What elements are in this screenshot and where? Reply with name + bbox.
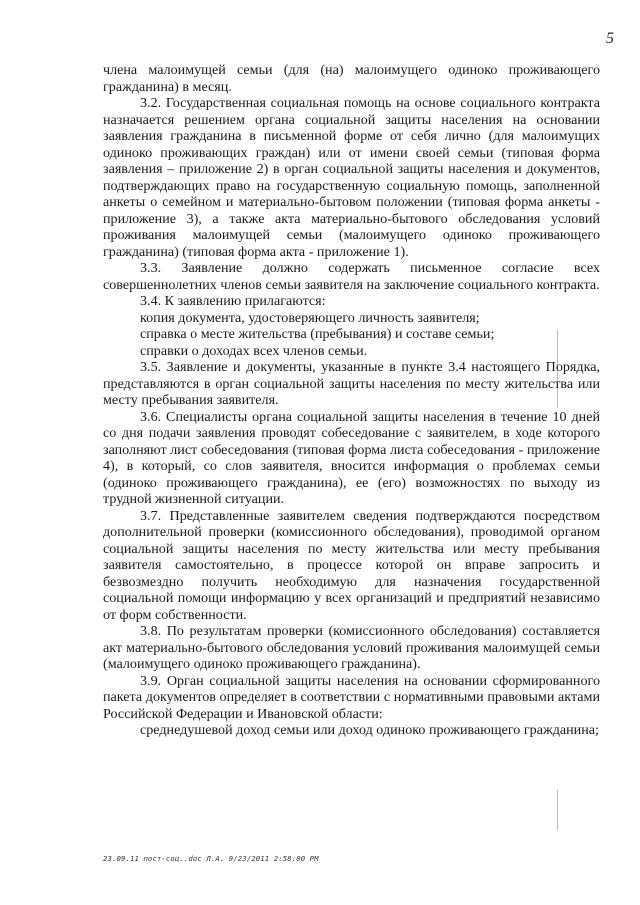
- page-number: 5: [606, 30, 614, 47]
- scan-mark: [557, 790, 558, 830]
- paragraph-continuation: члена малоимущей семьи (для (на) малоимущего одиноко проживающего гражданина) в месяц.: [103, 62, 600, 95]
- paragraph-3-6: 3.6. Специалисты органа социальной защиты населения в течение 10 дней со дня подачи заявления проводят собеседование с заявителем, в ходе которого заполняют лист собеседования (типовая форма листа собеседования - приложение 4), в который, со слов заявителя, вносится информация о проблемах семьи (одиноко проживающего гражданина), ее (его) возможностях по выходу из трудной жизненной ситуации.: [103, 408, 600, 507]
- paragraph-3-2: 3.2. Государственная социальная помощь на основе социального контракта назначается решением органа социальной защиты населения на основании заявления гражданина в письменной форме от себя лично (для малоимущих одиноко проживающих граждан) или от имени своей семьи (типовая форма заявления – приложение 2) в орган социальной защиты населения и документов, подтверждающих право на государственную социальную помощь, заполненной анкеты о семейном и материально-бытовом положении (типовая форма анкеты - приложение 3), а также акта материально-бытового обследования условий проживания малоимущей семьи (малоимущего одиноко проживающего гражданина) (типовая форма акта - приложение 1).: [103, 95, 600, 260]
- paragraph-3-8: 3.8. По результатам проверки (комиссионного обследования) составляется акт материально-бытового обследования условий проживания малоимущей семьи (малоимущего одиноко проживающего гражданина).: [103, 623, 600, 672]
- paragraph-3-4: 3.4. К заявлению прилагаются:: [140, 293, 326, 309]
- paragraph-3-7: 3.7. Представленные заявителем сведения подтверждаются посредством дополнительной проверки (комиссионного обследования), проводимой органом социальной защиты населения по месту жительства или месту пребывания заявителя самостоятельно, в процессе которой он вправе запросить и безвозмездно получить необходимую для назначения государственной социальной помощи информацию у всех организаций и предприятий независимо от форм собственности.: [103, 507, 600, 623]
- paragraph-average-income: среднедушевой доход семьи или доход одиноко проживающего гражданина;: [140, 722, 599, 738]
- paragraph-3-5: 3.5. Заявление и документы, указанные в пункте 3.4 настоящего Порядка, представляются в орган социальной защиты населения по месту жительства или месту пребывания заявителя.: [103, 359, 600, 408]
- document-body: [103, 62, 600, 739]
- footer-file-info: 23.09.11 пост-соц..doc Л.А. 9/23/2011 2:58:00 PM: [103, 854, 319, 863]
- list-item-residence-certificate: справка о месте жительства (пребывания) и составе семьи;: [140, 326, 495, 342]
- paragraph-3-3: 3.3. Заявление должно содержать письменное согласие всех совершеннолетних членов семьи заявителя на заключение социального контракта.: [103, 260, 600, 293]
- list-item-id-document: копия документа, удостоверяющего личность заявителя;: [140, 309, 480, 326]
- list-item-income-certificates: справки о доходах всех членов семьи.: [140, 342, 368, 359]
- paragraph-3-9: 3.9. Орган социальной защиты населения на основании сформированного пакета документов определяет в соответствии с нормативными правовыми актами Российской Федерации и Ивановской области:: [103, 672, 600, 722]
